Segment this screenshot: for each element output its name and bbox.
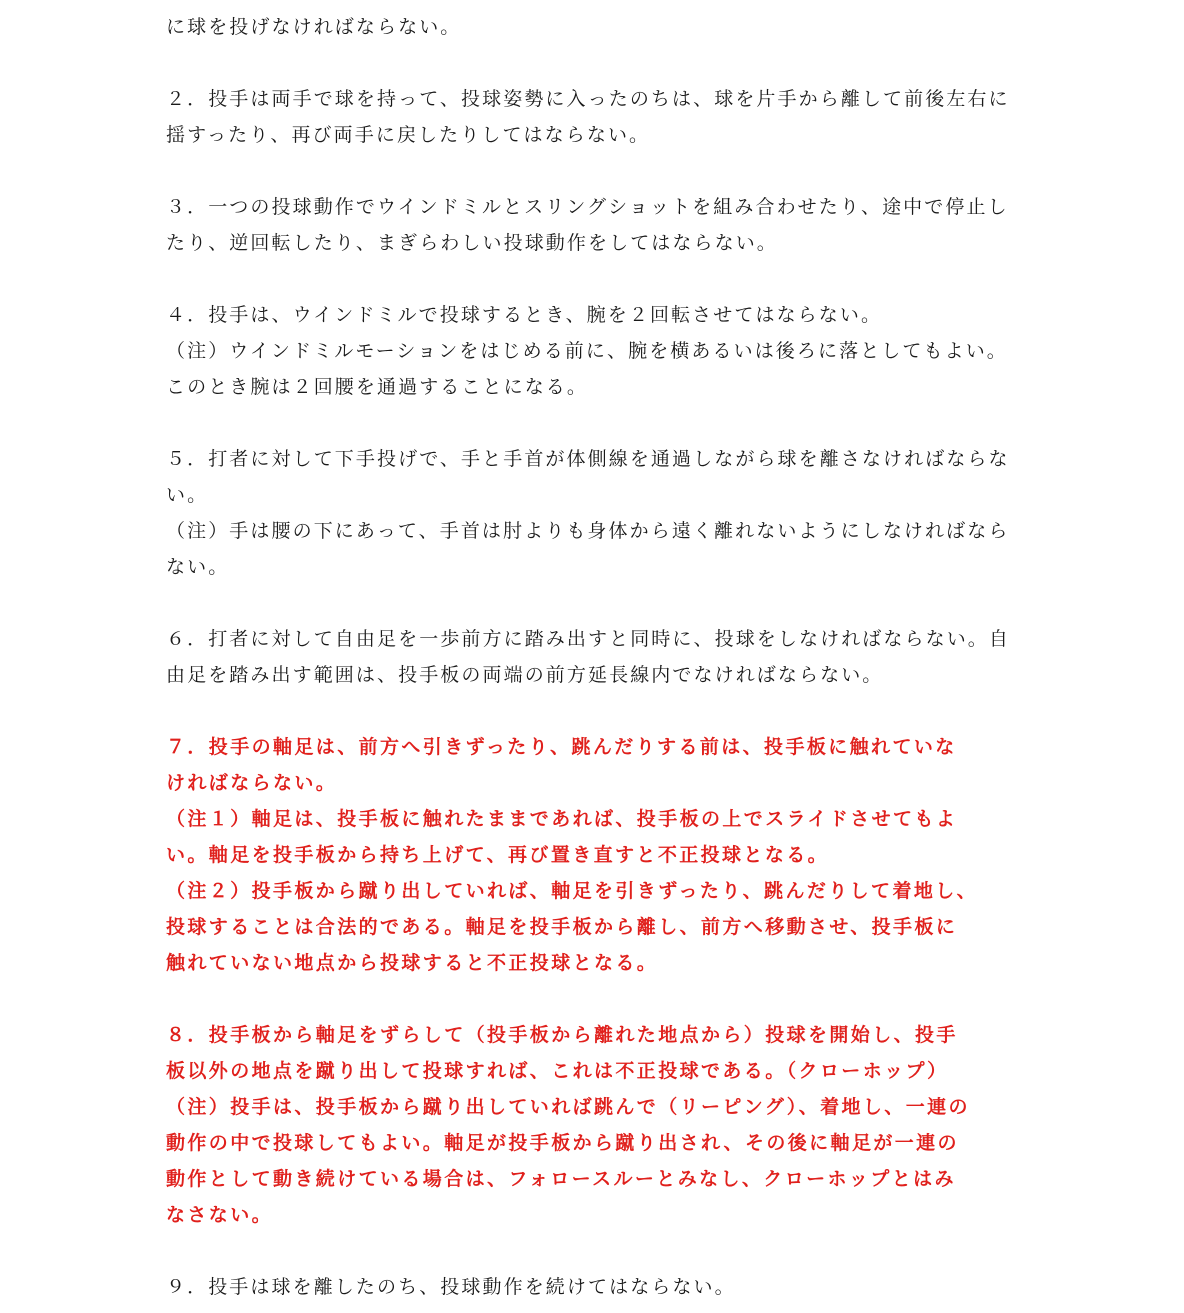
text-line: ２．投手は両手で球を持って、投球姿勢に入ったのちは、球を片手から離して前後左右に <box>166 88 1010 110</box>
note-line: （注１）軸足は、投手板に触れたままであれば、投手板の上でスライドさせてもよ <box>166 808 958 830</box>
note-line: （注）投手は、投手板から蹴り出していれば跳んで（リーピング）、着地し、一連の <box>166 1096 970 1118</box>
text-line: 由足を踏み出す範囲は、投手板の両端の前方延長線内でなければならない。 <box>166 664 884 686</box>
text-line: に球を投げなければならない。 <box>166 16 462 38</box>
note-line: い。軸足を投手板から持ち上げて、再び置き直すと不正投球となる。 <box>166 844 830 866</box>
text-line: ７．投手の軸足は、前方へ引きずったり、跳んだりする前は、投手板に触れていな <box>166 736 957 758</box>
note-line: 動作の中で投球してもよい。軸足が投手板から蹴り出され、その後に軸足が一連の <box>166 1132 959 1154</box>
text-line: ８．投手板から軸足をずらして（投手板から離れた地点から）投球を開始し、投手 <box>166 1024 958 1046</box>
note-line: ない。 <box>166 556 230 578</box>
text-line: ３．一つの投球動作でウインドミルとスリングショットを組み合わせたり、途中で停止し <box>166 196 1009 218</box>
text-line: ければならない。 <box>166 772 338 794</box>
note-line: 動作として動き続けている場合は、フォロースルーとみなし、クローホップとはみ <box>166 1168 956 1190</box>
note-line: 投球することは合法的である。軸足を投手板から離し、前方へ移動させ、投手板に <box>166 916 958 938</box>
text-line: ６．打者に対して自由足を一歩前方に踏み出すと同時に、投球をしなければならない。自 <box>166 628 1011 650</box>
text-line: 揺すったり、再び両手に戻したりしてはならない。 <box>166 124 651 146</box>
text-line: い。 <box>166 484 209 506</box>
text-line: たり、逆回転したり、まぎらわしい投球動作をしてはならない。 <box>166 232 778 254</box>
text-line: 板以外の地点を蹴り出して投球すれば、これは不正投球である。（クローホップ） <box>166 1060 949 1082</box>
note-line: （注）手は腰の下にあって、手首は肘よりも身体から遠く離れないようにしなければなら <box>166 520 1010 542</box>
note-line: このとき腕は２回腰を通過することになる。 <box>166 376 589 398</box>
text-line: ５．打者に対して下手投げで、手と手首が体側線を通過しながら球を離さなければならな <box>166 448 1010 470</box>
note-line: （注２）投手板から蹴り出していれば、軸足を引きずったり、跳んだりして着地し、 <box>166 880 979 902</box>
note-line: なさない。 <box>166 1204 274 1226</box>
note-line: 触れていない地点から投球すると不正投球となる。 <box>166 952 659 974</box>
text-line: ４．投手は、ウインドミルで投球するとき、腕を２回転させてはならない。 <box>166 304 883 326</box>
text-line: ９．投手は球を離したのち、投球動作を続けてはならない。 <box>166 1276 736 1298</box>
note-line: （注）ウインドミルモーションをはじめる前に、腕を横あるいは後ろに落としてもよい。 <box>166 340 1008 362</box>
